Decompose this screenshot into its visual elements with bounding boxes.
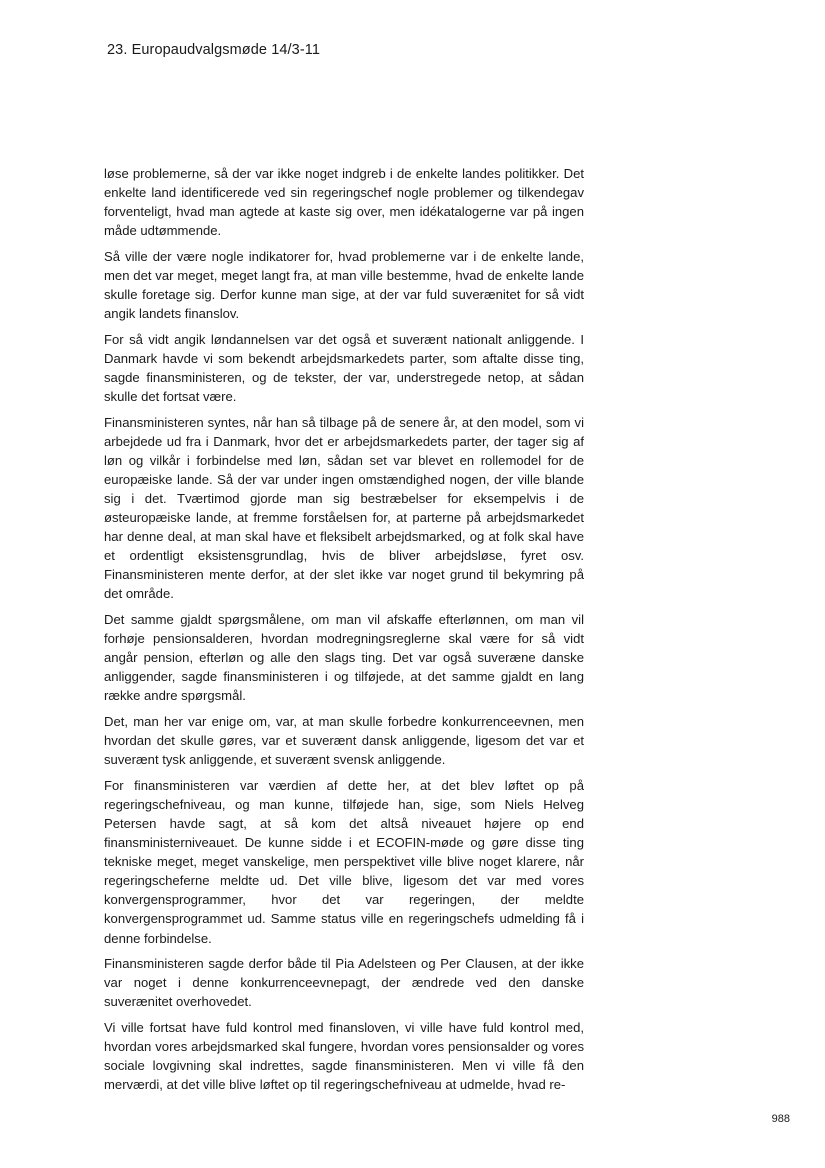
- paragraph: Så ville der være nogle indikatorer for, hvad problemerne var i de enkelte lande, men det var meget, meget langt fra, at man ville bestemme, hvad de enkelte lande skulle foretage sig. Derfor kunne man sige, at der var fuld suverænitet for så vidt angik landets finanslov.: [104, 248, 584, 322]
- paragraph: Vi ville fortsat have fuld kontrol med finansloven, vi ville have fuld kontrol med, hvordan vores arbejdsmarked skal fungere, hvordan vores pensionsalder og vores sociale lovgivning skal indrettes, sagde finansministeren. Men vi ville få den merværdi, at det ville blive løftet op til regeringschefniveau at udmelde, hvad re-: [104, 1019, 584, 1093]
- paragraph: For finansministeren var værdien af dette her, at det blev løftet op på regeringschefniveau, og man kunne, tilføjede han, sige, som Niels Helveg Petersen havde sagt, at så kom det altså niveauet højere op end finansministerniveauet. De kunne sidde i et ECOFIN-møde og gøre disse ting tekniske meget, meget vanskelige, men perspektivet ville blive noget klarere, når regeringscheferne meldte ud. Det ville blive, ligesom det var med vores konvergensprogrammer, hvor det var regeringen, der meldte konvergensprogrammet ud. Samme status ville en regeringschefs udmelding få i denne forbindelse.: [104, 777, 584, 946]
- page-header: 23. Europaudvalgsmøde 14/3-11: [107, 42, 321, 58]
- page-number: 988: [771, 1113, 790, 1125]
- paragraph: Det samme gjaldt spørgsmålene, om man vil afskaffe efterlønnen, om man vil forhøje pensionsalderen, hvordan modregningsreglerne skal være for så vidt angår pension, efterløn og alle den slags ting. Det var også suveræne danske anliggender, sagde finansministeren i og tilføjede, at det samme gjaldt en lang række andre spørgsmål.: [104, 612, 584, 704]
- paragraph: løse problemerne, så der var ikke noget indgreb i de enkelte landes politikker. Det enkelte land identificerede ved sin regeringschef nogle problemer og tilkendegav forventeligt, hvad man agtede at kaste sig over, men idékatalogerne var på ingen måde udtømmende.: [104, 166, 584, 239]
- paragraph: Det, man her var enige om, var, at man skulle forbedre konkurrenceevnen, men hvordan det skulle gøres, var et suverænt dansk anliggende, ligesom det var et suverænt tysk anliggende, et suverænt svensk anliggende.: [104, 714, 584, 768]
- body-text: [104, 164, 584, 1101]
- paragraph: Finansministeren sagde derfor både til Pia Adelsteen og Per Clausen, at der ikke var noget i denne konkurrenceevnepagt, der ændrede ved den danske suverænitet overhovedet.: [104, 956, 584, 1010]
- paragraph: For så vidt angik løndannelsen var det også et suverænt nationalt anliggende. I Danmark havde vi som bekendt arbejdsmarkedets parter, som aftalte disse ting, sagde finansministeren, og de tekster, der var, understregede netop, at sådan skulle det fortsat være.: [104, 331, 584, 405]
- paragraph: Finansministeren syntes, når han så tilbage på de senere år, at den model, som vi arbejdede ud fra i Danmark, hvor det er arbejdsmarkedets parter, der tager sig af løn og vilkår i forbindelse med løn, sådan set var blevet en rollemodel for de europæiske lande. Så der var under ingen omstændighed nogen, der ville blande sig i det. Tværtimod gjorde man sig bestræbelser for eksempelvis i de østeuropæiske lande, at fremme forståelsen for, at parterne på arbejdsmarkedet har denne deal, at man skal have et fleksibelt arbejdsmarked, og at folk skal have et ordentligt eksistensgrundlag, hvis de bliver arbejdsløse, fyret osv. Finansministeren mente derfor, at der slet ikke var noget grund til bekymring på det område.: [104, 414, 584, 602]
